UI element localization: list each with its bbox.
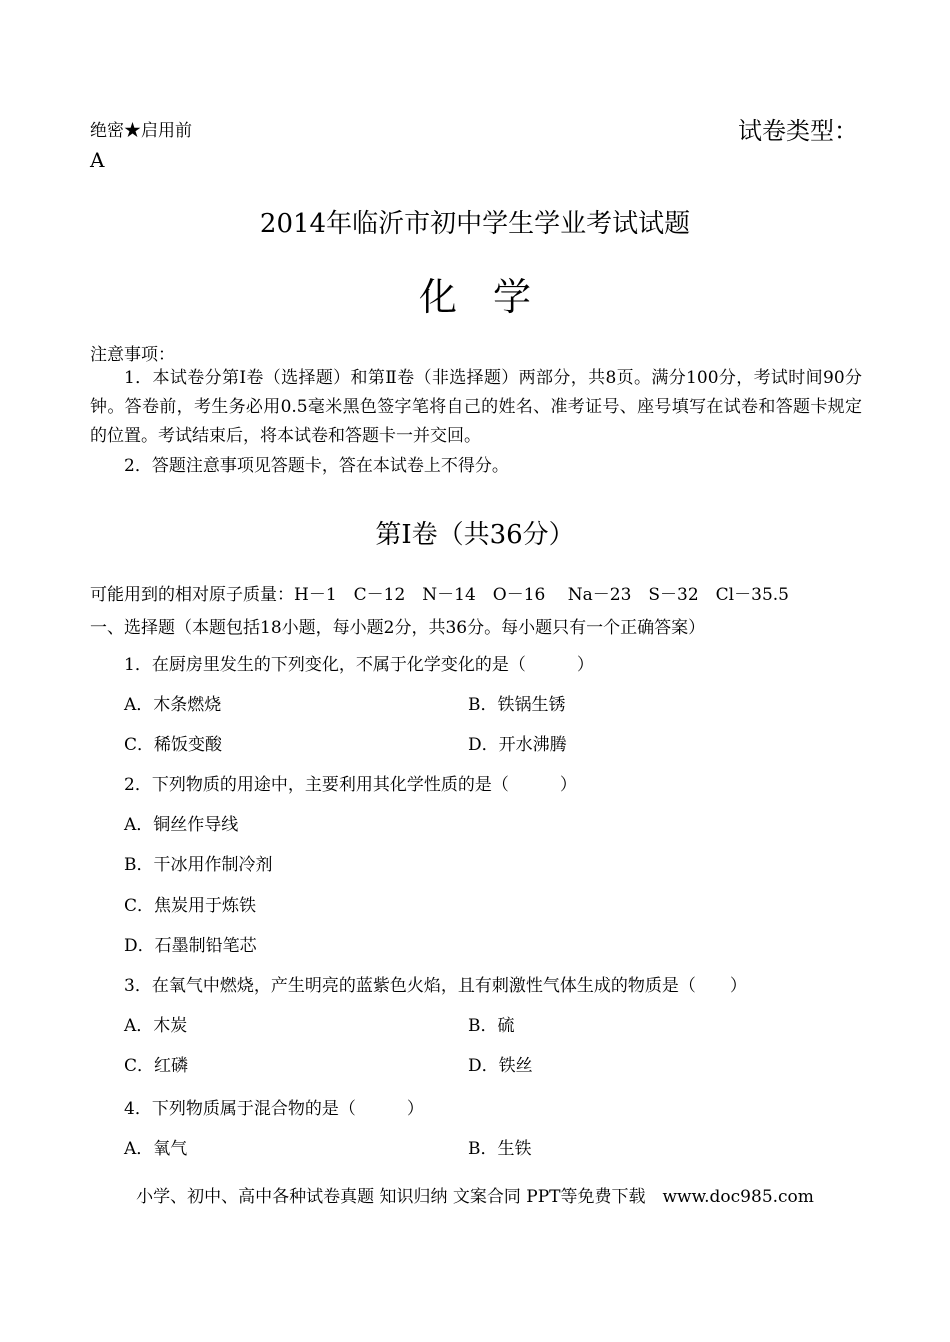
question-4-stem: 4．下列物质属于混合物的是（ ） — [124, 1099, 424, 1119]
question-1-option-d: D．开水沸腾 — [468, 735, 567, 755]
question-3-option-a: A．木炭 — [124, 1016, 188, 1036]
section-title: 第Ⅰ卷（共36分） — [375, 520, 575, 550]
exam-title: 2014年临沂市初中学生学业考试试题 — [259, 209, 691, 239]
question-1-option-b: B．铁锅生锈 — [468, 695, 566, 715]
notes-heading: 注意事项： — [90, 345, 175, 365]
question-2-option-b: B．干冰用作制冷剂 — [124, 855, 273, 875]
question-3-option-c: C．红磷 — [124, 1056, 189, 1076]
question-2-option-d: D．石墨制铅笔芯 — [124, 936, 257, 956]
question-1-option-c: C．稀饭变酸 — [124, 735, 223, 755]
part-heading: 一、选择题（本题包括18小题，每小题2分，共36分。每小题只有一个正确答案） — [90, 618, 706, 638]
footer-text: 小学、初中、高中各种试卷真题 知识归纳 文案合同 PPT等免费下载 www.doc985.com — [136, 1187, 814, 1207]
paper-type-value: A — [90, 148, 105, 172]
secret-label: 绝密★启用前 — [90, 121, 192, 141]
question-1-option-a: A．木条燃烧 — [124, 695, 222, 715]
atomic-masses: 可能用到的相对原子质量：H－1 C－12 N－14 O－16 Na－23 S－32 Cl－35.5 — [90, 585, 789, 605]
question-3-option-b: B．硫 — [468, 1016, 515, 1036]
question-2-option-c: C．焦炭用于炼铁 — [124, 896, 257, 916]
notes-item-1: 1．本试卷分第Ⅰ卷（选择题）和第Ⅱ卷（非选择题）两部分，共8页。满分100分，考试时间90分钟。答卷前，考生务必用0.5毫米黑色签字笔将自己的姓名、准考证号、座号填写在试卷和答题卡规定的位置。考试结束后，将本试卷和答题卡一并交回。 — [90, 368, 862, 446]
paper-type-label: 试卷类型： — [738, 117, 858, 145]
subject-title: 化学 — [418, 275, 567, 319]
question-1-stem: 1．在厨房里发生的下列变化，不属于化学变化的是（ ） — [124, 655, 594, 675]
question-3-option-d: D．铁丝 — [468, 1056, 533, 1076]
question-2-stem: 2．下列物质的用途中，主要利用其化学性质的是（ ） — [124, 775, 577, 795]
notes-item-2: 2．答题注意事项见答题卡，答在本试卷上不得分。 — [124, 456, 509, 476]
question-3-stem: 3．在氧气中燃烧，产生明亮的蓝紫色火焰，且有刺激性气体生成的物质是（ ） — [124, 976, 747, 996]
question-4-option-a: A．氧气 — [124, 1139, 188, 1159]
question-4-option-b: B．生铁 — [468, 1139, 532, 1159]
question-2-option-a: A．铜丝作导线 — [124, 815, 239, 835]
